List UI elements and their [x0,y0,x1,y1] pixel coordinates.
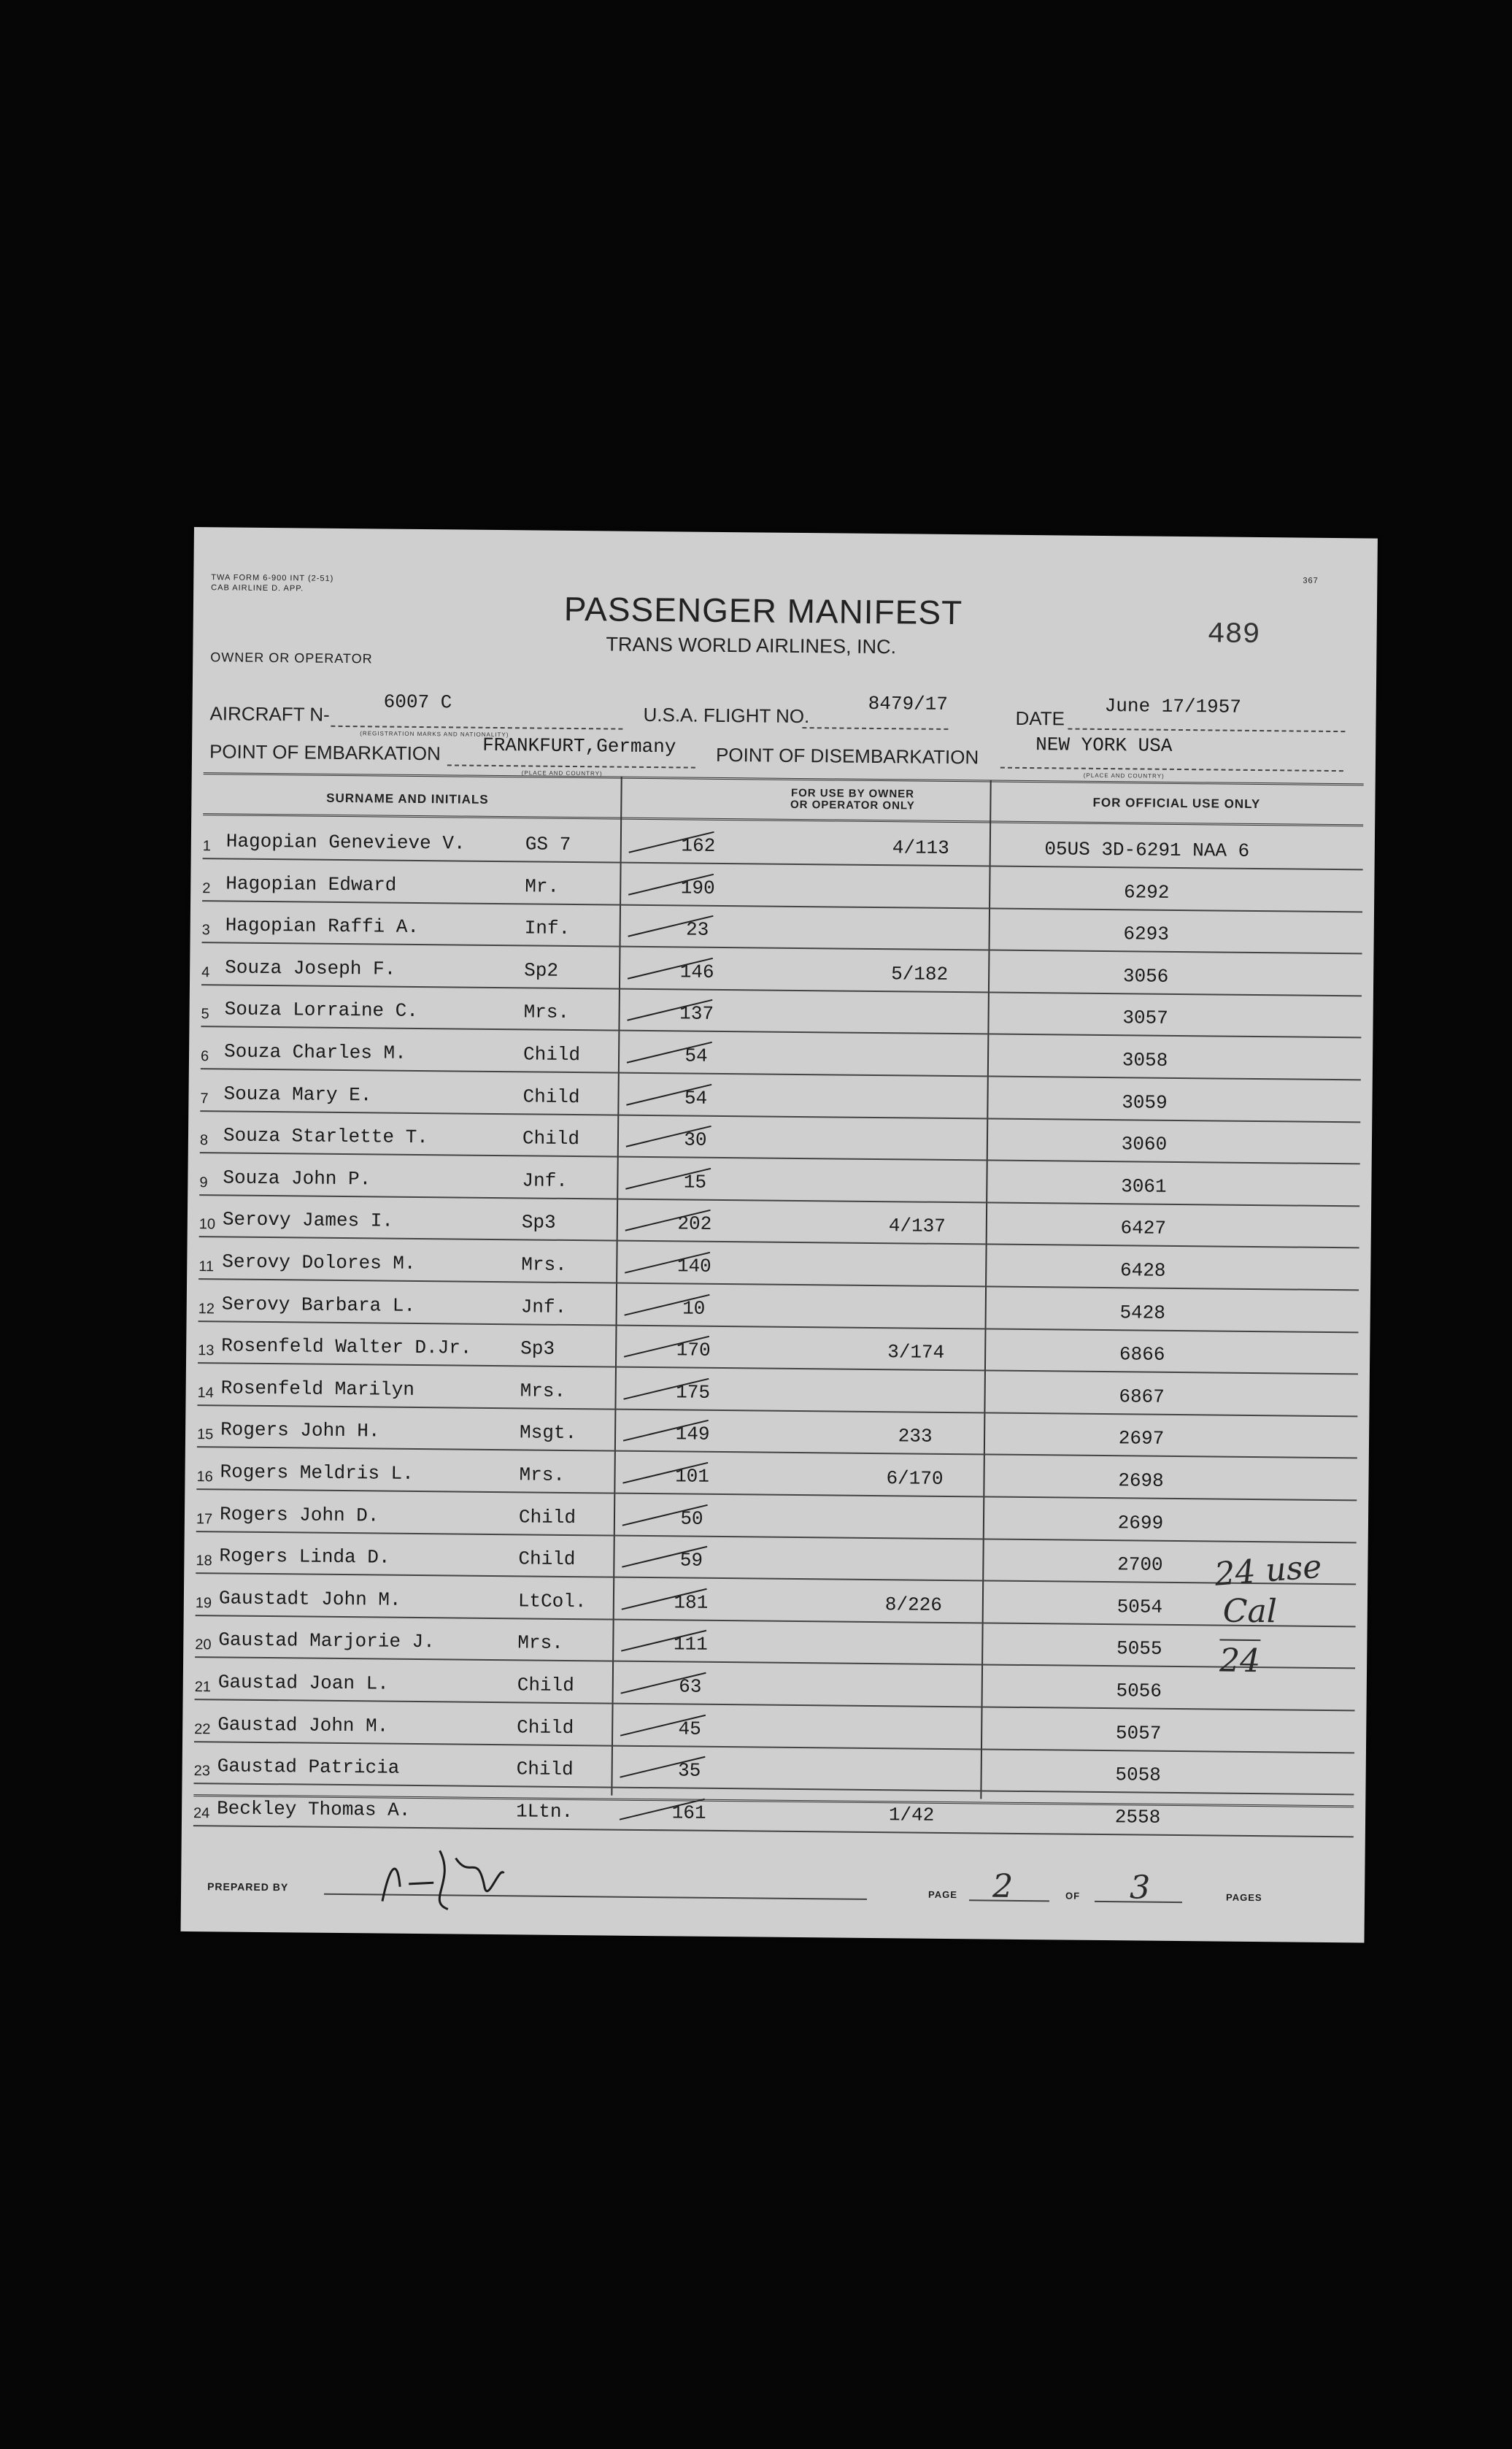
header-surname: SURNAME AND INITIALS [326,791,489,807]
passenger-title: Mrs. [519,1464,566,1486]
owner-operator-label: OWNER OR OPERATOR [210,650,373,666]
operator-note: 233 [898,1425,933,1448]
passenger-title: Child [518,1505,576,1529]
operator-note [823,1110,1013,1112]
official-code: 6293 [1123,923,1170,946]
passenger-weight: 35 [677,1759,701,1782]
official-code: 6292 [1123,880,1170,904]
passenger-title: Jnf. [522,1169,568,1192]
passenger-name: Gaustadt John M. [218,1587,401,1611]
passenger-weight: 54 [684,1045,708,1067]
official-code: 5056 [1116,1680,1162,1702]
official-code: 05US 3D-6291 NAA 6 [1044,838,1250,862]
passenger-weight: 111 [673,1633,708,1656]
handwritten-note-1: 24 use [1213,1548,1324,1593]
row-number: 9 [199,1174,208,1191]
passenger-title: Mrs. [517,1631,563,1655]
operator-note [818,1699,1008,1700]
disembarkation-value: NEW YORK USA [1035,734,1173,757]
passenger-name: Souza Joseph F. [225,956,396,980]
of-label: OF [1065,1890,1081,1902]
operator-note [822,1194,1012,1196]
operator-note: 4/137 [888,1215,946,1238]
passenger-name: Gaustad Patricia [217,1755,400,1779]
official-code: 5054 [1116,1596,1163,1618]
row-number: 1 [202,838,212,855]
embarkation-underline [447,764,695,768]
official-code: 2558 [1114,1805,1161,1829]
passenger-weight: 63 [679,1675,702,1698]
handwritten-note-3: 24 [1219,1639,1261,1680]
operator-note: 3/174 [887,1341,945,1364]
passenger-weight: 59 [679,1549,703,1572]
passenger-title: Child [516,1758,574,1781]
row-number: 3 [201,922,210,939]
registration-caption: (REGISTRATION MARKS AND NATIONALITY) [360,730,509,739]
page-title: PASSENGER MANIFEST [563,589,963,632]
passenger-title: Child [517,1674,574,1697]
official-code: 3058 [1122,1049,1168,1072]
form-code-line2: CAB AIRLINE D. APP. [211,583,304,593]
row-number: 11 [198,1258,215,1275]
header-official: FOR OFFICIAL USE ONLY [1092,795,1261,812]
passenger-weight: 149 [675,1423,710,1446]
passenger-weight: 175 [676,1381,711,1404]
passenger-name: Gaustad Joan L. [217,1671,389,1695]
flight-number-value: 8479/17 [868,692,949,715]
disembarkation-caption: (PLACE AND COUNTRY) [1083,772,1165,780]
passenger-title: Child [517,1715,574,1739]
operator-note [825,900,1015,901]
passenger-name: Rogers Linda D. [219,1545,390,1569]
official-code: 6427 [1120,1217,1167,1240]
prepared-by-label: PREPARED BY [207,1880,289,1894]
operator-note [825,942,1015,944]
operator-note [817,1741,1007,1742]
page-total: 3 [1129,1869,1151,1907]
official-code: 5058 [1115,1764,1161,1786]
passenger-title: Mr. [525,874,560,898]
row-number: 18 [196,1553,212,1569]
row-number: 24 [193,1804,210,1822]
passenger-weight: 181 [674,1591,709,1614]
flight-underline [802,727,948,730]
passenger-weight: 146 [679,961,714,983]
row-number: 13 [198,1342,215,1359]
passenger-weight: 162 [681,834,716,857]
passenger-weight: 15 [683,1171,707,1193]
passenger-name: Gaustad Marjorie J. [218,1629,435,1653]
operator-note [824,1026,1014,1028]
row-number: 17 [196,1510,213,1527]
passenger-title: 1Ltn. [515,1800,574,1823]
row-number: 16 [196,1469,213,1485]
pages-label: PAGES [1225,1891,1262,1904]
passenger-name: Hagopian Genevieve V. [225,830,466,855]
passenger-title: Jnf. [520,1295,567,1318]
passenger-title: Sp3 [520,1337,555,1360]
official-code: 5428 [1119,1301,1166,1324]
operator-note [819,1572,1008,1574]
passenger-title: Mrs. [520,1380,566,1402]
header-owner-use-1: FOR USE BY OWNER [790,786,915,801]
aircraft-underline [331,726,622,730]
row-number: 20 [195,1637,212,1653]
passenger-weight: 170 [676,1339,711,1362]
passenger-name: Souza Starlette T. [223,1124,428,1149]
passenger-name: Rosenfeld Walter D.Jr. [221,1334,472,1359]
passenger-name: Souza Lorraine C. [224,998,419,1023]
passenger-title: Msgt. [519,1421,577,1445]
passenger-title: LtCol. [517,1590,587,1613]
passenger-weight: 190 [680,877,715,899]
row-number: 7 [200,1090,209,1107]
row-number: 4 [201,964,210,981]
official-code: 5057 [1115,1721,1162,1745]
passenger-name: Hagopian Edward [225,872,397,896]
passenger-name: Gaustad John M. [217,1712,389,1737]
passenger-name: Serovy Dolores M. [222,1250,416,1275]
passenger-name: Rogers Meldris L. [220,1461,414,1485]
row-number: 6 [200,1048,209,1065]
passenger-title: Sp3 [521,1211,556,1234]
operator-note: 5/182 [891,962,949,985]
row-number: 15 [196,1426,214,1443]
passenger-weight: 101 [674,1465,710,1488]
operator-note: 8/226 [884,1593,943,1616]
passenger-title: Child [518,1548,576,1571]
official-code: 3057 [1122,1007,1168,1030]
aircraft-value: 6007 C [383,691,452,714]
row-number: 8 [199,1132,209,1149]
official-code: 2698 [1118,1469,1164,1492]
date-label: DATE [1015,707,1065,730]
passenger-weight: 50 [680,1507,703,1530]
row-number: 10 [198,1216,216,1233]
passenger-name: Serovy Barbara L. [221,1293,416,1317]
handwritten-note-2: Cal [1222,1592,1278,1631]
airline-name: TRANS WORLD AIRLINES, INC. [606,633,897,658]
official-code: 3056 [1122,965,1169,988]
passenger-name: Souza Charles M. [223,1040,406,1064]
official-code: 6866 [1119,1343,1165,1366]
row-number: 23 [193,1763,210,1780]
official-code: 6428 [1119,1259,1166,1282]
passenger-title: Child [522,1043,581,1066]
page-label: PAGE [927,1888,958,1901]
passenger-title: Sp2 [524,959,559,982]
operator-note [818,1657,1008,1658]
passenger-name: Souza Mary E. [223,1083,372,1106]
table-top-rule [204,772,1364,785]
sheet-number-small: 367 [1303,576,1319,585]
official-code: 3059 [1122,1091,1168,1114]
passenger-weight: 54 [684,1087,708,1110]
passenger-name: Rogers John H. [220,1418,380,1442]
row-number: 12 [198,1300,215,1317]
operator-note [822,1278,1011,1280]
passenger-weight: 137 [679,1002,714,1026]
operator-note [817,1783,1007,1784]
row-number: 14 [197,1384,214,1402]
form-code-line1: TWA FORM 6-900 INT (2-51) [211,573,334,583]
date-value: June 17/1957 [1104,694,1242,718]
operator-note [819,1531,1009,1532]
aircraft-label: AIRCRAFT N- [209,702,330,726]
passenger-title: Mrs. [523,1001,570,1024]
official-code: 5055 [1116,1637,1162,1661]
official-code: 3060 [1121,1133,1168,1156]
passenger-weight: 10 [682,1297,706,1320]
passenger-name: Souza John P. [223,1166,371,1191]
official-code: 2700 [1117,1553,1163,1576]
signature-scribble [368,1835,514,1917]
operator-note [822,1320,1011,1322]
header-owner-use-2: OR OPERATOR ONLY [790,798,915,812]
passenger-weight: 45 [678,1718,701,1740]
passenger-weight: 161 [671,1802,706,1824]
passenger-weight: 140 [676,1255,711,1277]
row-number: 2 [202,880,211,896]
operator-note: 6/170 [886,1467,944,1490]
operator-note: 4/113 [892,837,949,859]
embarkation-value: FRANKFURT,Germany [482,734,676,758]
sheet-number: 489 [1207,618,1260,653]
passenger-title: Mrs. [521,1253,567,1276]
embarkation-caption: (PLACE AND COUNTRY) [521,769,603,777]
operator-note: 1/42 [888,1804,935,1826]
flight-number-label: U.S.A. FLIGHT NO. [643,703,810,728]
official-code: 6867 [1119,1385,1165,1408]
manifest-sheet [181,527,1378,1942]
date-underline [1068,728,1345,733]
passenger-name: Beckley Thomas A. [217,1797,411,1821]
disembarkation-underline [1000,767,1343,772]
row-number: 5 [201,1006,209,1023]
passenger-title: Child [522,1127,580,1150]
passenger-name: Rosenfeld Marilyn [220,1377,415,1401]
passenger-weight: 202 [677,1212,712,1236]
row-number: 22 [194,1721,211,1737]
operator-note [823,1152,1013,1153]
operator-note [821,1404,1011,1406]
operator-note [824,1068,1014,1069]
official-code: 2697 [1118,1427,1165,1450]
official-code: 3061 [1121,1175,1167,1198]
passenger-title: GS 7 [525,833,571,856]
disembarkation-label: POINT OF DISEMBARKATION [715,743,979,769]
passenger-name: Rogers John D. [219,1502,379,1527]
passenger-title: Child [522,1085,580,1108]
passenger-name: Hagopian Raffi A. [225,914,420,939]
passenger-name: Serovy James I. [222,1208,394,1233]
page-number: 2 [992,1867,1014,1905]
passenger-weight: 23 [685,918,709,941]
official-code: 2699 [1117,1511,1164,1534]
passenger-weight: 30 [684,1129,707,1151]
row-number: 21 [194,1679,212,1696]
passenger-title: Inf. [524,917,571,940]
row-number: 19 [195,1594,212,1612]
embarkation-label: POINT OF EMBARKATION [209,740,441,765]
